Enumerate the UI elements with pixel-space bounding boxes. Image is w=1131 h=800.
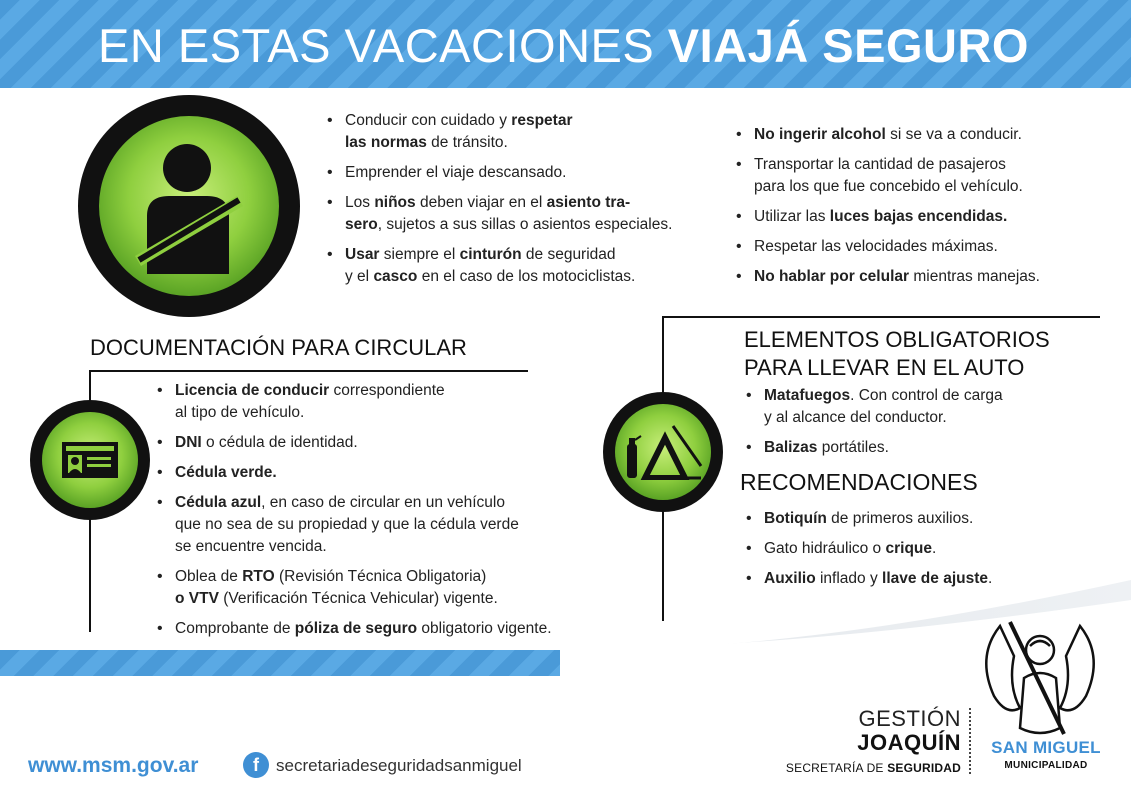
elementos-title-line1: ELEMENTOS OBLIGATORIOS <box>744 327 1050 352</box>
body-text: (Verificación Técnica Vehicular) vigente. <box>218 590 498 607</box>
body-text: se encuentre vencida. <box>175 538 327 555</box>
list-item-line <box>345 244 715 266</box>
emphasis-text: casco <box>373 268 418 285</box>
body-text: deben viajar en el <box>415 194 547 211</box>
body-text: Gato hidráulico o <box>764 540 886 557</box>
elementos-title-line2: PARA LLEVAR EN EL AUTO <box>744 355 1025 380</box>
title-bold: VIAJÁ SEGURO <box>667 19 1029 72</box>
emphasis-text: crique <box>885 540 933 557</box>
body-text: de tránsito. <box>426 134 508 151</box>
emphasis-text: RTO <box>242 568 275 585</box>
footer-dotted-separator <box>969 708 971 774</box>
body-text: Respetar las velocidades máximas. <box>754 238 998 255</box>
tips-right-list <box>734 124 1114 296</box>
list-item-line <box>175 536 625 558</box>
body-text: de seguridad <box>521 246 616 263</box>
id-card-icon <box>60 440 120 480</box>
list-item <box>734 154 1114 198</box>
emphasis-text: luces bajas encendidas. <box>829 208 1008 225</box>
list-item-line <box>345 132 715 154</box>
body-text: portátiles. <box>817 439 889 456</box>
body-text: correspondiente <box>329 382 445 399</box>
elements-icon-circle <box>603 392 723 512</box>
seatbelt-icon-circle <box>78 95 300 317</box>
page-title <box>98 19 1029 72</box>
body-text: siempre el <box>379 246 460 263</box>
emphasis-text: DNI <box>175 434 202 451</box>
bottom-white-curve <box>0 600 1131 680</box>
emphasis-text: No hablar por celular <box>754 268 910 285</box>
body-text: al tipo de vehículo. <box>175 404 305 421</box>
body-text: . <box>932 540 937 557</box>
elementos-topline <box>662 316 1100 318</box>
emphasis-text: No ingerir alcohol <box>754 126 886 143</box>
list-item-line <box>764 538 1104 560</box>
body-text: que no sea de su propiedad y que la cédula verde <box>175 516 519 533</box>
body-text: , sujetos a sus sillas o asientos especiales. <box>377 216 673 233</box>
body-text: (Revisión Técnica Obligatoria) <box>274 568 487 585</box>
list-item <box>325 162 715 184</box>
secretaria-label <box>786 761 961 775</box>
list-item-line <box>175 514 625 536</box>
list-item-line <box>754 176 1114 198</box>
emphasis-text: las normas <box>345 134 427 151</box>
list-item-line <box>345 266 715 288</box>
san-miguel-angel-logo <box>980 616 1100 740</box>
list-item <box>744 385 1104 429</box>
list-item <box>744 538 1104 560</box>
emphasis-text: llave de ajuste <box>882 570 989 587</box>
body-text: , en caso de circular en un vehículo <box>261 494 505 511</box>
list-item-line <box>175 432 625 454</box>
emphasis-text: o VTV <box>175 590 219 607</box>
body-text: o cédula de identidad. <box>201 434 358 451</box>
list-item-line <box>754 266 1114 288</box>
recomendaciones-title: RECOMENDACIONES <box>740 469 978 495</box>
list-item <box>734 124 1114 146</box>
list-item <box>155 380 625 424</box>
body-text: inflado y <box>815 570 883 587</box>
list-item <box>155 462 625 484</box>
tips-left-list <box>325 110 715 296</box>
body-text: en el caso de los motociclistas. <box>417 268 636 285</box>
body-text: de primeros auxilios. <box>826 510 974 527</box>
municipio-name: SAN MIGUEL <box>991 738 1101 757</box>
emphasis-text: Auxilio <box>764 570 816 587</box>
list-item-line <box>345 214 715 236</box>
list-item-line <box>175 402 625 424</box>
list-item-line <box>764 508 1104 530</box>
body-text: Los <box>345 194 375 211</box>
body-text: y al alcance del conductor. <box>764 409 947 426</box>
emphasis-text: Usar <box>345 246 380 263</box>
body-text: . Con control de carga <box>850 387 1003 404</box>
gestion-line2: JOAQUÍN <box>857 730 961 755</box>
list-item-line <box>754 236 1114 258</box>
gestion-line1: GESTIÓN <box>858 706 961 731</box>
website-link[interactable]: www.msm.gov.ar <box>28 754 199 777</box>
header-banner <box>0 0 1131 88</box>
body-text: Transportar la cantidad de pasajeros <box>754 156 1006 173</box>
extinguisher-triangle-icon <box>623 424 703 480</box>
document-icon-circle <box>30 400 150 520</box>
list-item-line <box>345 162 715 184</box>
list-item <box>155 492 625 558</box>
emphasis-text: niños <box>374 194 416 211</box>
list-item-line <box>175 380 625 402</box>
documentacion-underline <box>90 370 528 372</box>
list-item-line <box>764 385 1104 407</box>
documentacion-title: DOCUMENTACIÓN PARA CIRCULAR <box>90 335 467 360</box>
list-item-line <box>345 110 715 132</box>
emphasis-text: asiento tra- <box>546 194 631 211</box>
elementos-list <box>744 385 1104 467</box>
body-text: Utilizar las <box>754 208 830 225</box>
emphasis-text: póliza de seguro <box>294 620 418 637</box>
body-text: obligatorio vigente. <box>417 620 552 637</box>
list-item-line <box>754 124 1114 146</box>
emphasis-text: sero <box>345 216 378 233</box>
list-item <box>325 192 715 236</box>
title-normal: EN ESTAS VACACIONES <box>98 19 668 72</box>
list-item <box>155 432 625 454</box>
body-text: si se va a conducir. <box>885 126 1022 143</box>
list-item-line <box>345 192 715 214</box>
seatbelt-person-icon <box>129 136 249 276</box>
secretaria-normal: SECRETARÍA DE <box>785 761 888 775</box>
municipio-sub: MUNICIPALIDAD <box>1004 760 1088 771</box>
secretaria-bold: SEGURIDAD <box>887 761 961 775</box>
emphasis-text: cinturón <box>459 246 522 263</box>
emphasis-text: Licencia de conducir <box>175 382 330 399</box>
body-text: Comprobante de <box>175 620 295 637</box>
list-item <box>325 244 715 288</box>
facebook-icon[interactable]: f <box>243 752 269 778</box>
list-item-line <box>764 437 1104 459</box>
list-item-line <box>754 154 1114 176</box>
emphasis-text: Botiquín <box>764 510 827 527</box>
list-item-line <box>764 407 1104 429</box>
list-item <box>734 236 1114 258</box>
list-item-line <box>175 462 625 484</box>
facebook-handle[interactable]: secretariadeseguridadsanmiguel <box>276 756 522 775</box>
emphasis-text: Matafuegos <box>764 387 851 404</box>
body-text: Emprender el viaje descansado. <box>345 164 567 181</box>
body-text: Conducir con cuidado y <box>345 112 512 129</box>
list-item-line <box>175 492 625 514</box>
emphasis-text: Cédula verde. <box>175 464 277 481</box>
list-item-line <box>754 206 1114 228</box>
list-item <box>734 266 1114 288</box>
emphasis-text: respetar <box>511 112 573 129</box>
list-item <box>734 206 1114 228</box>
list-item <box>744 508 1104 530</box>
gestion-block <box>786 707 961 775</box>
body-text: . <box>988 570 993 587</box>
list-item <box>325 110 715 154</box>
body-text: mientras manejas. <box>909 268 1040 285</box>
list-item <box>744 437 1104 459</box>
body-text: y el <box>345 268 374 285</box>
emphasis-text: Cédula azul <box>175 494 262 511</box>
body-text: Oblea de <box>175 568 243 585</box>
emphasis-text: Balizas <box>764 439 818 456</box>
body-text: para los que fue concebido el vehículo. <box>754 178 1023 195</box>
